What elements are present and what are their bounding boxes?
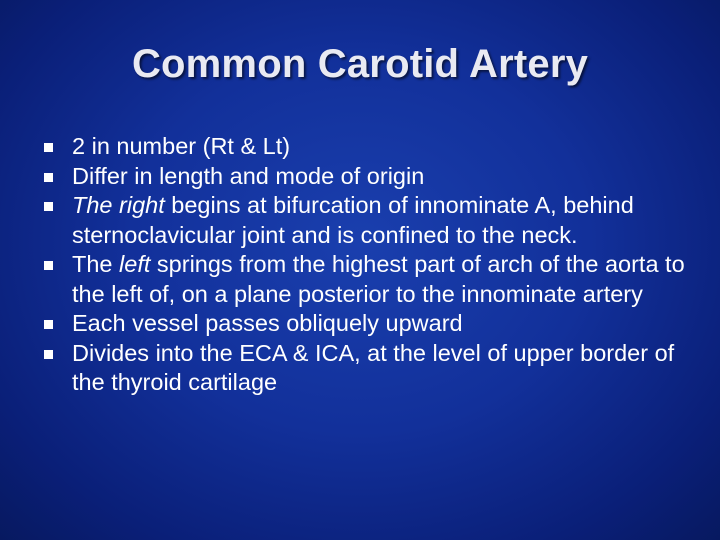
bullet-item bbox=[40, 339, 690, 398]
bullet-text: Each vessel passes obliquely upward bbox=[72, 310, 463, 336]
square-bullet-icon bbox=[44, 350, 53, 359]
square-bullet-icon bbox=[44, 320, 53, 329]
bullet-text: 2 in number (Rt & Lt) bbox=[72, 133, 291, 159]
bullet-emphasis: The right bbox=[72, 192, 165, 218]
bullet-list bbox=[40, 132, 690, 398]
bullet-text: begins at bifurcation of innominate A, behind sternoclavicular joint and is confined to the neck. bbox=[72, 192, 634, 248]
bullet-text: Divides into the ECA & ICA, at the level of upper border of the thyroid cartilage bbox=[72, 339, 675, 395]
square-bullet-icon bbox=[44, 261, 53, 270]
bullet-item bbox=[40, 309, 690, 339]
bullet-emphasis: left bbox=[119, 251, 151, 277]
bullet-prefix: The bbox=[72, 251, 120, 277]
bullet-item bbox=[40, 250, 690, 309]
square-bullet-icon bbox=[44, 173, 53, 182]
bullet-text: Differ in length and mode of origin bbox=[72, 162, 425, 189]
square-bullet-icon bbox=[44, 202, 53, 211]
bullet-item bbox=[40, 162, 690, 192]
square-bullet-icon bbox=[44, 143, 53, 152]
bullet-text: springs from the highest part of arch of the aorta to the left of, on a plane posterior to the innominate artery bbox=[72, 251, 685, 307]
bullet-item bbox=[40, 132, 690, 162]
bullet-item bbox=[40, 191, 690, 250]
slide-title: Common Carotid Artery bbox=[131, 42, 589, 86]
